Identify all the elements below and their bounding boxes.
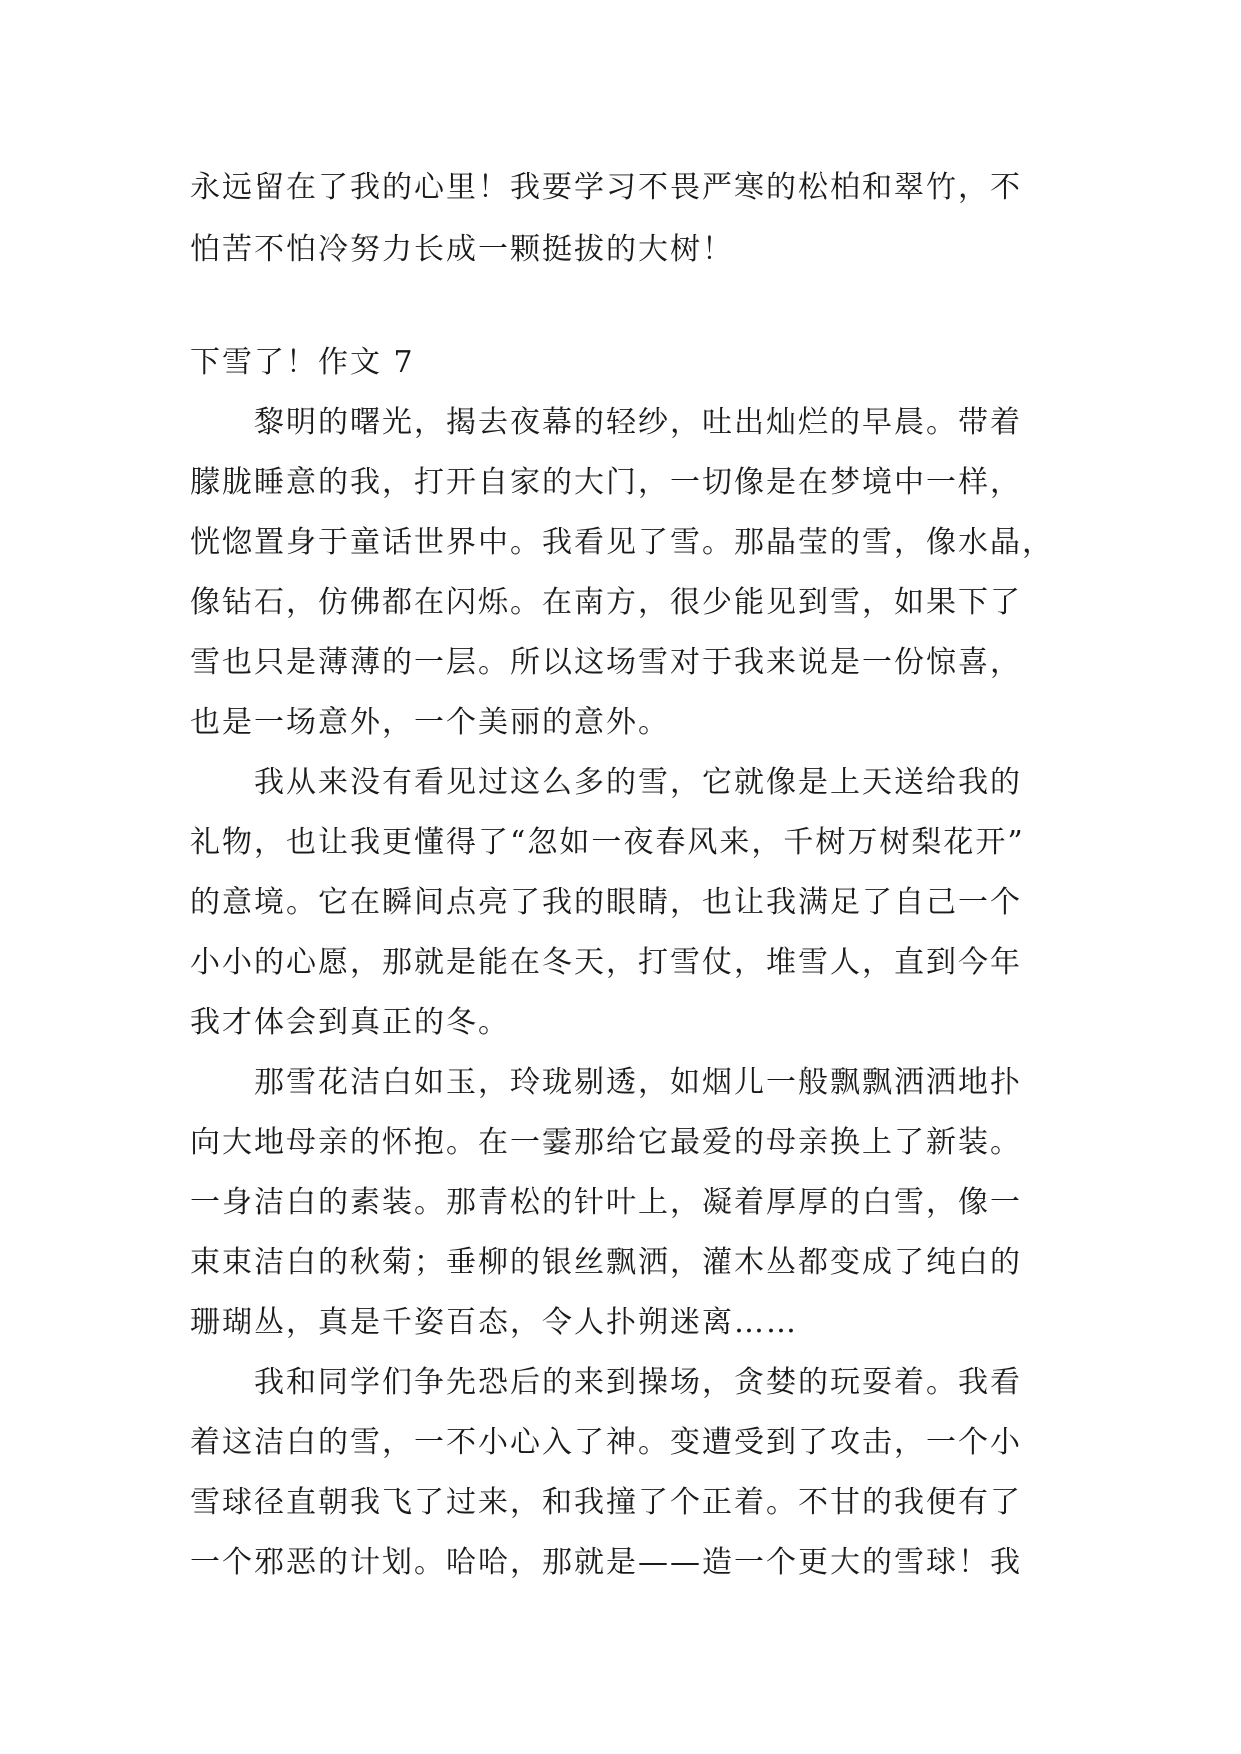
text-line: 小小的心愿，那就是能在冬天，打雪仗，堆雪人，直到今年: [190, 945, 1022, 980]
text-line: 我才体会到真正的冬。: [190, 1005, 510, 1040]
text-line: 向大地母亲的怀抱。在一霎那给它最爱的母亲换上了新装。: [190, 1125, 1022, 1160]
text-line: 一身洁白的素装。那青松的针叶上，凝着厚厚的白雪，像一: [190, 1185, 1022, 1220]
text-line: 我和同学们争先恐后的来到操场，贪婪的玩耍着。我看: [190, 1365, 1022, 1400]
text-line: 雪也只是薄薄的一层。所以这场雪对于我来说是一份惊喜，: [190, 645, 1022, 680]
text-line: 一个邪恶的计划。哈哈，那就是——造一个更大的雪球！我: [190, 1545, 1022, 1580]
text-line: 那雪花洁白如玉，玲珑剔透，如烟儿一般飘飘洒洒地扑: [190, 1065, 1022, 1100]
text-line: 束束洁白的秋菊；垂柳的银丝飘洒，灌木丛都变成了纯白的: [190, 1245, 1022, 1280]
text-line: 朦胧睡意的我，打开自家的大门，一切像是在梦境中一样，: [190, 465, 1022, 500]
section-title: 下雪了！作文 7: [190, 345, 415, 380]
text-line: 永远留在了我的心里！我要学习不畏严寒的松柏和翠竹，不: [190, 170, 1022, 205]
text-line: 也是一场意外，一个美丽的意外。: [190, 705, 670, 740]
text-line: 着这洁白的雪，一不小心入了神。变遭受到了攻击，一个小: [190, 1425, 1022, 1460]
text-line: 珊瑚丛，真是千姿百态，令人扑朔迷离……: [190, 1305, 798, 1340]
text-line: 雪球径直朝我飞了过来，和我撞了个正着。不甘的我便有了: [190, 1485, 1022, 1520]
text-line: 我从来没有看见过这么多的雪，它就像是上天送给我的: [190, 765, 1022, 800]
text-line: 像钻石，仿佛都在闪烁。在南方，很少能见到雪，如果下了: [190, 585, 1022, 620]
text-line: 怕苦不怕冷努力长成一颗挺拔的大树！: [190, 232, 734, 267]
text-line: 礼物，也让我更懂得了“忽如一夜春风来，千树万树梨花开”: [190, 825, 1025, 860]
text-line: 恍惚置身于童话世界中。我看见了雪。那晶莹的雪，像水晶，: [190, 525, 1054, 560]
text-line: 的意境。它在瞬间点亮了我的眼睛，也让我满足了自己一个: [190, 885, 1022, 920]
text-line: 黎明的曙光，揭去夜幕的轻纱，吐出灿烂的早晨。带着: [190, 405, 1022, 440]
